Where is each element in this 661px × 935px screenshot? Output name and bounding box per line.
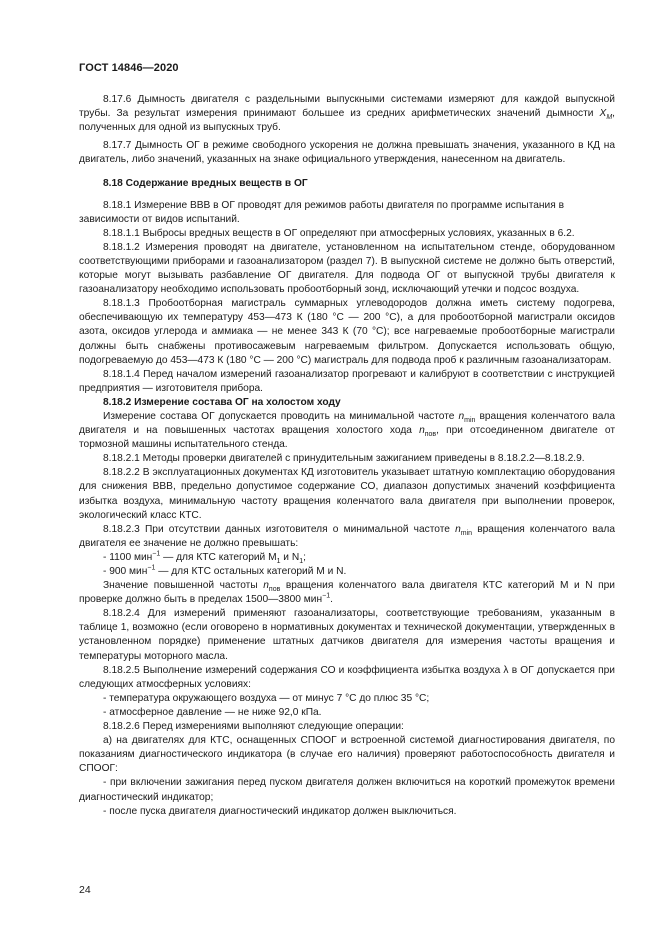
paragraph-a: а) на двигателях для КТС, оснащенных СПООГ и встроенной системой диагностирования двигателя, по показаниям диагностического индикатора (в случае его наличия) проверяют работоспособность двигателя и СПООГ: <box>79 735 615 775</box>
list-item-900: - 900 мин$^{-1}$ — для КТС остальных категорий М и N. <box>103 564 347 577</box>
paragraph-8-18-2-1: 8.18.2.1 Методы проверки двигателей с принудительным зажиганием приведены в 8.18.2.2—8.18.2.9. <box>103 453 585 465</box>
paragraph-8-18-2-5: 8.18.2.5 Выполнение измерений содержания СО и коэффициента избытка воздуха λ в ОГ допускается при следующих атмосферных условиях: <box>79 664 615 690</box>
paragraph-8-18-2-intro: Измерение состава ОГ допускается проводить на минимальной частоте $n_{min}$ вращения коленчатого вала двигателя и на повышенных частотах вращения холостого хода $n_{пов}$, при отсоединенном двигателе от тормозной машины испытательного стенда. <box>79 410 615 451</box>
document-header: ГОСТ 14846—2020 <box>79 62 179 74</box>
paragraph-8-18-1-2: 8.18.1.2 Измерения проводят на двигателе, установленном на испытательном стенде, оборудованном соответствующими приборами и газоанализатором (раздел 7). В выпускной системе не должно быть отверстий, которые могут вызывать разбавление ОГ двигателя. Для подвода ОГ от выпускной трубы двигателя к газоанализатору необходимо использовать пробоотборный зонд, исключающий утечки и подсос воздуха. <box>79 241 615 296</box>
paragraph-npov: Значение повышенной частоты $n_{пов}$ вращения коленчатого вала двигателя КТС категорий М и N при проверке должно быть в пределах 1500—3800 мин$^{-1}$. <box>79 580 615 606</box>
paragraph-8-18-1-3: 8.18.1.3 Пробоотборная магистраль суммарных углеводородов должна иметь систему подогрева, обеспечивающую их температуру 453—473 К (180 °С — 200 °С), а для пробоотборной магистрали оксидов азота, оксидов углерода и аммиака — не менее 343 К (70 °С); все нагреваемые пробоотборные магистрали должны быть снабжены противосажевым нагреваемым фильтром. Допускается использовать общую, подогреваемую до 453—473 К (180 °С — 200 °С) магистраль для подвода проб к различным газоанализаторам. <box>79 298 615 366</box>
paragraph-8-18-2-6: 8.18.2.6 Перед измерениями выполняют следующие операции: <box>103 721 404 733</box>
page-number: 24 <box>79 884 91 896</box>
list-item-pressure: - атмосферное давление — не ниже 92,0 кПа. <box>103 706 322 718</box>
paragraph-8-17-7: 8.17.7 Дымность ОГ в режиме свободного ускорения не должна превышать значения, указанного в КД на двигатель, либо значений, указанных на знаке официального утверждения, нанесенном на двигатель. <box>79 140 615 166</box>
paragraph-8-18-1: 8.18.1 Измерение ВВВ в ОГ проводят для режимов работы двигателя по программе испытания в зависимости от видов испытаний. <box>79 199 565 225</box>
document-body <box>79 93 615 819</box>
paragraph-8-18-2-2: 8.18.2.2 В эксплуатационных документах КД изготовитель указывает штатную комплектацию оборудования для снижения ВВВ, предельно допустимое содержание СО, диапазон допустимых значений коэффициента избытка воздуха, минимальную частоту вращения коленчатого вала двигателя при выполнении проверок, экологический класс КТС. <box>79 467 615 521</box>
list-item-temperature: - температура окружающего воздуха — от минус 7 °С до плюс 35 °С; <box>103 692 430 704</box>
list-item-1100: - 1100 мин$^{-1}$ — для КТС категорий $М_1$ и $N_1$; <box>103 550 306 565</box>
paragraph-8-18-2-3: 8.18.2.3 При отсутствии данных изготовителя о минимальной частоте $n_{min}$ вращения коленчатого вала двигателя ее значение не должно превышать: <box>79 523 615 549</box>
paragraph-8-18-2-4: 8.18.2.4 Для измерений применяют газоанализаторы, соответствующие требованиям, указанным в таблице 1, возможно (если оговорено в нормативных документах и технической документации, утвержденных в установленном порядке) применение штатных датчиков двигателя для измерения частоты вращения и температуры моторного масла. <box>79 608 615 662</box>
section-heading-8-18-2: 8.18.2 Измерение состава ОГ на холостом ходу <box>103 396 341 408</box>
section-heading-8-18: 8.18 Содержание вредных веществ в ОГ <box>103 178 308 190</box>
paragraph-8-18-1-4: 8.18.1.4 Перед началом измерений газоанализатор прогревают и калибруют в соответствии с инструкцией предприятия — изготовителя прибора. <box>79 368 615 394</box>
paragraph-8-17-6: 8.17.6 Дымность двигателя с раздельными выпускными системами измеряют для каждой выпускной трубы. За результат измерения принимают большее из средних арифметических значений дымности $X_M$, полученных для одной из выпускных труб. <box>79 94 615 134</box>
list-item-after-start: - после пуска двигателя диагностический индикатор должен выключиться. <box>103 805 457 817</box>
list-item-ignition: - при включении зажигания перед пуском двигателя должен включиться на короткий промежуток времени диагностический индикатор; <box>79 777 615 803</box>
paragraph-8-18-1-1: 8.18.1.1 Выбросы вредных веществ в ОГ определяют при атмосферных условиях, указанных в 6.2. <box>103 227 575 239</box>
